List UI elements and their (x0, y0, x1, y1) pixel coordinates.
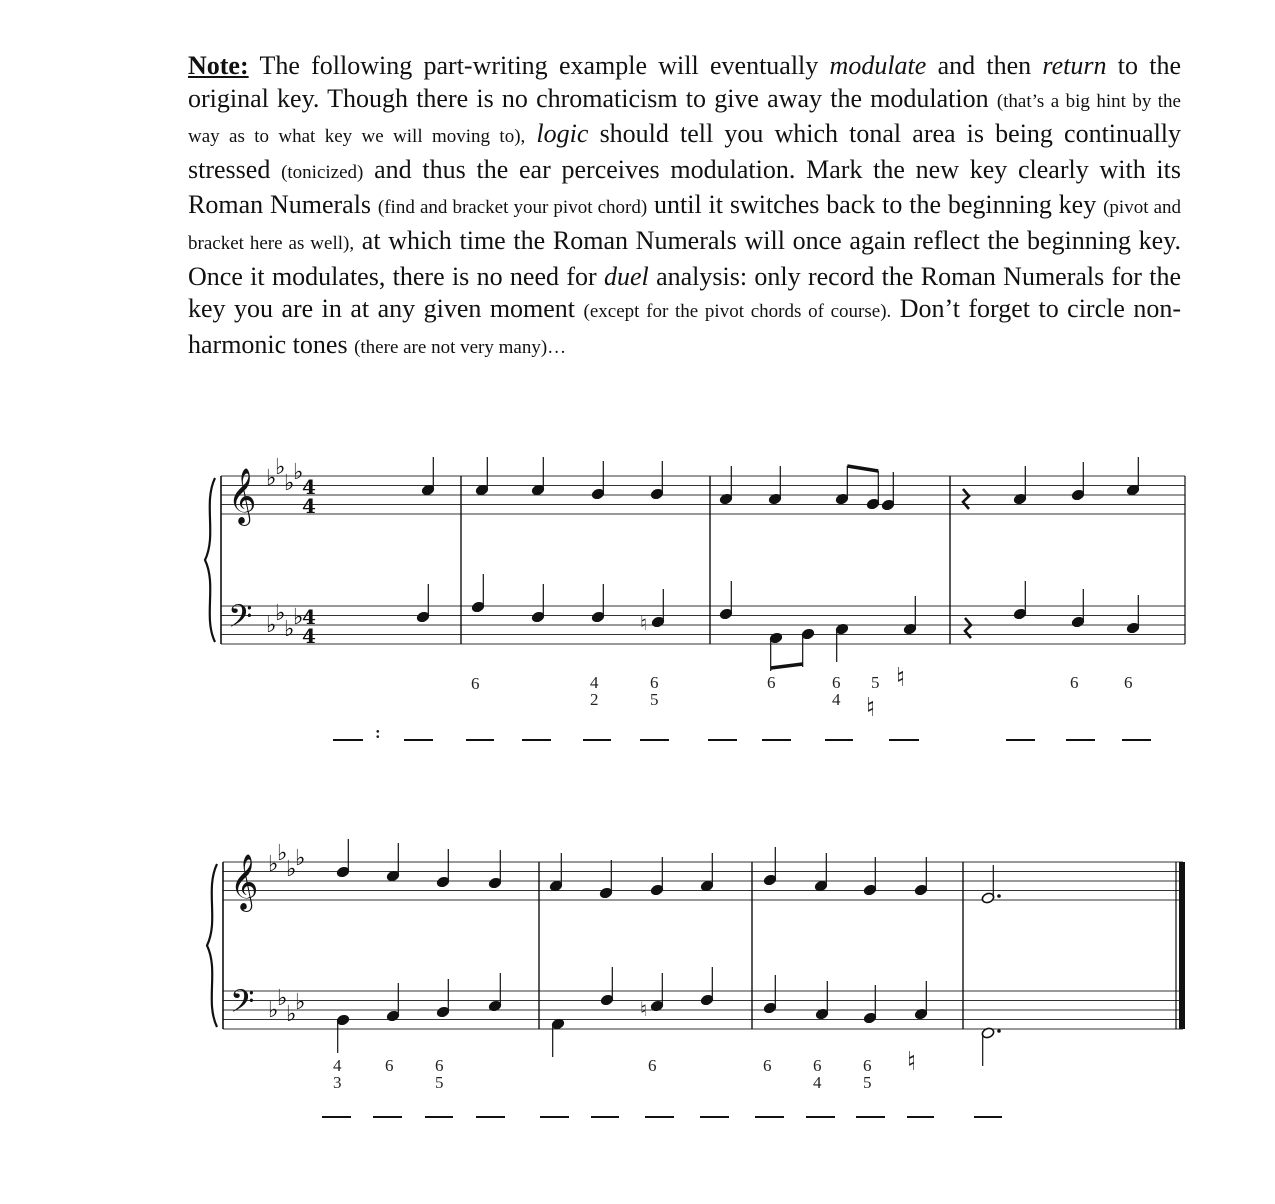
figured-bass: 6 (1070, 673, 1079, 692)
flat-icon: ♭ (275, 455, 286, 480)
final-barline-thick (1179, 862, 1185, 1029)
figured-bass: 4 (832, 690, 841, 709)
beam (847, 466, 878, 471)
time-sig-bottom: 4 (302, 624, 316, 648)
note-duel: duel (603, 261, 649, 291)
time-sig-top: 4 (302, 605, 316, 629)
note-label: Note: (188, 51, 249, 80)
note-logic: logic (536, 119, 589, 149)
flat-icon: ♭ (284, 471, 295, 496)
figured-bass: 5 (863, 1073, 872, 1092)
figured-bass: 2 (590, 690, 599, 709)
note-text-7: at which time the Roman Numerals will once again reflect the beginning key. Once it modulates, there is no need for (188, 225, 1181, 291)
flat-icon: ♭ (266, 613, 277, 638)
note-pivot-2: (pivot and bracket here as well), (188, 197, 1182, 254)
figured-bass: 6 (813, 1056, 822, 1075)
brace (205, 478, 215, 642)
flat-icon: ♭ (295, 990, 306, 1015)
note-tonicized: (tonicized) (281, 161, 364, 183)
natural-sign: ♮ (640, 997, 648, 1021)
note-return: return (1042, 51, 1107, 80)
figured-bass: 3 (333, 1073, 342, 1092)
figured-bass: 6 (832, 673, 841, 692)
brace (207, 864, 217, 1027)
treble-key-signature (268, 841, 305, 882)
figured-bass: 6 (1124, 673, 1133, 692)
treble-clef-icon: 𝄞 (228, 468, 257, 524)
figured-bass: 5 (650, 690, 659, 709)
note-modulate: modulate (829, 51, 927, 80)
note-text-9: Don’t forget to circle non-harmonic tones (188, 294, 1182, 359)
note-pivot-1: (find and bracket your pivot chord) (377, 197, 648, 219)
figured-bass: 6 (385, 1056, 394, 1075)
flat-icon: ♭ (286, 1002, 297, 1027)
pivot-colon: : (375, 723, 381, 742)
augmentation-dot (997, 1029, 1001, 1033)
beam (771, 664, 803, 668)
flat-icon: ♭ (266, 466, 277, 491)
bass-clef-icon: 𝄢 (230, 983, 255, 1027)
flat-icon: ♭ (284, 617, 295, 642)
note-not-many: (there are not very many)… (354, 336, 567, 358)
natural-sign: ♮ (896, 663, 906, 693)
figured-bass: 4 (590, 673, 599, 692)
flat-icon: ♭ (277, 841, 288, 866)
note-text-8: analysis: only record the Roman Numerals for the key you are in at any given moment (188, 261, 1181, 324)
flat-icon: ♭ (293, 605, 304, 630)
figured-bass: 5 (435, 1073, 444, 1092)
flat-icon: ♭ (268, 998, 279, 1023)
note-text-5: and thus the ear perceives modulation. Mark the new key clearly with its Roman Numerals (188, 154, 1182, 220)
note-text-4: should tell you which tonal area is being continually stressed (188, 119, 1182, 184)
figured-bass: 4 (333, 1056, 342, 1075)
natural-sign: ♮ (866, 693, 876, 723)
bass-staff-2 (223, 991, 1183, 1029)
treble-staff-2 (223, 862, 1183, 900)
figured-bass: 6 (435, 1056, 444, 1075)
time-sig-bottom: 4 (302, 494, 316, 518)
flat-icon: ♭ (295, 846, 306, 871)
figured-bass: 6 (648, 1056, 657, 1075)
bass-key-signature (268, 986, 305, 1027)
quarter-rest (963, 489, 969, 509)
flat-icon: ♭ (275, 601, 286, 626)
natural-sign: ♮ (907, 1047, 917, 1077)
bass-key-signature (266, 601, 303, 642)
flat-icon: ♭ (268, 852, 279, 877)
treble-clef-icon: 𝄞 (230, 854, 259, 910)
figured-bass: 5 (871, 673, 880, 692)
time-sig-top: 4 (302, 475, 316, 499)
augmentation-dot (997, 894, 1001, 898)
treble-staff-1 (221, 476, 1185, 514)
figured-bass: 4 (813, 1073, 822, 1092)
treble-key-signature (266, 455, 303, 496)
bass-staff-1 (221, 606, 1185, 644)
flat-icon: ♭ (277, 986, 288, 1011)
note-text-1: The following part-writing example will eventually (259, 51, 819, 80)
figured-bass: 6 (763, 1056, 772, 1075)
bass-clef-icon: 𝄢 (228, 598, 253, 642)
note-hint: (that’s a big hint by the way as to what key we will moving to), (188, 90, 1181, 148)
figured-bass: 6 (471, 674, 480, 693)
natural-sign: ♮ (640, 611, 648, 635)
figured-bass: 6 (863, 1056, 872, 1075)
figured-bass: 6 (650, 673, 659, 692)
flat-icon: ♭ (286, 857, 297, 882)
note-text-6: until it switches back to the beginning key (654, 190, 1097, 220)
figured-bass: 6 (767, 673, 776, 692)
flat-icon: ♭ (293, 460, 304, 485)
note-text-3: to the original key. Though there is no chromaticism to give away the modulation (188, 51, 1181, 113)
note-text-2: and then (937, 51, 1032, 80)
note-except: (except for the pivot chords of course). (583, 301, 892, 323)
